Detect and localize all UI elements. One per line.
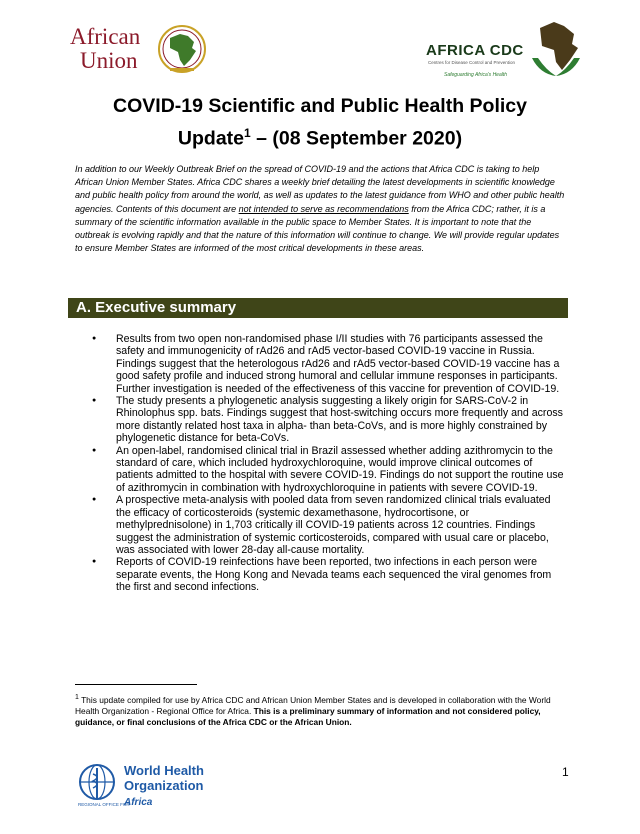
footnote-divider <box>75 684 197 685</box>
footnote-bold-text: This is a preliminary summary of information and not considered policy, guidance, or final conclusions of the Africa CDC or the African Union. <box>75 705 541 727</box>
title-line2-suffix: – (08 September 2020) <box>250 127 463 150</box>
footnote-mark: 1 <box>75 694 79 701</box>
summary-list <box>92 333 567 594</box>
title-footnote-mark: 1 <box>244 126 251 140</box>
title-line1: COVID-19 Scientific and Public Health Policy <box>113 95 527 117</box>
who-logo-region: Africa <box>124 797 153 808</box>
footnote <box>75 692 555 728</box>
cdc-logo-subtitle: Centres for Disease Control and Prevention <box>428 60 516 65</box>
intro-paragraph <box>75 163 567 255</box>
africa-continent-icon <box>526 18 586 78</box>
who-logo <box>76 760 206 818</box>
list-item: ● Results from two open non-randomised phase I/II studies with 76 participants assessed the safety and immunogenicity of rAd26 and rAd5 vector-based COVID-19 vaccine in Russia. Findings suggest that the heterologous rAd26 and rAd5 vector-based COVID-19 vaccine has a good safety profile and induced strong humoral and cellular immune responses in participants. Further investigation is needed of the effectiveness of this vaccine for prevention of COVID-19. <box>92 333 567 395</box>
section-heading: A. Executive summary <box>68 298 568 318</box>
au-logo-line2: Union <box>80 48 138 73</box>
who-logo-line1: World Health <box>124 763 204 778</box>
intro-part2: from the Africa CDC; rather, it is a summary of the scientific information available in the public space to Member States. It is important to note that the outbreak is evolving rapidly and that the nature of this information will continue to change. We will provide regular updates to ensure Member States are informed of the most critical developments in these areas. <box>75 203 560 254</box>
who-logo-region-label: REGIONAL OFFICE FOR <box>78 802 130 807</box>
list-item: ● A prospective meta-analysis with pooled data from seven randomized clinical trials evaluated the efficacy of corticosteroids (systemic dexamethasone, hydrocortisone, or methylprednisolone) in 1,703 critically ill COVID-19 patients across 12 countries. Findings suggest the administration of systemic corticosteroids, compared with usual care or placebo, was associated with lower 28-day all-cause mortality. <box>92 494 567 556</box>
page-title <box>70 93 570 153</box>
footnote-text: This update compiled for use by Africa CDC and African Union Member States and is developed in collaboration with the World Health Organization - Regional Office for Africa. <box>75 694 551 716</box>
title-line2-prefix: Update <box>177 127 245 150</box>
au-logo-line1: African <box>70 24 141 49</box>
cdc-logo-tagline: Safeguarding Africa's Health <box>444 72 508 78</box>
list-item: ● The study presents a phylogenetic analysis suggesting a likely origin for SARS-CoV-2 in Rhinolophus spp. bats. Findings suggest that host-switching occurs more frequently and across more distantly related host taxa in alpha- than beta-CoVs, and is more highly constrained by phylogenetic distance for beta-CoVs. <box>92 395 567 445</box>
africa-cdc-logo <box>426 18 596 88</box>
intro-underlined: not intended to serve as recommendations <box>238 203 409 214</box>
intro-part1: In addition to our Weekly Outbreak Brief on the spread of COVID-19 and the actions that Africa CDC is taking to help African Union Member States. Africa CDC shares a weekly brief detailing the latest developments in scientific knowledge and public health policy from around the world, as well as updates to the latest guidance from WHO and other public health agencies. Contents of this document are <box>75 164 565 214</box>
who-emblem-icon <box>76 762 118 802</box>
african-union-logo <box>70 20 205 76</box>
cdc-logo-name: AFRICA CDC <box>426 42 524 59</box>
list-item: ● Reports of COVID-19 reinfections have been reported, two infections in each person were separate events, the Hong Kong and Nevada teams each sequenced the viral genomes from the first and second infections. <box>92 556 567 593</box>
list-item: ● An open-label, randomised clinical trial in Brazil assessed whether adding azithromycin to the standard of care, which included hydroxychloroquine, would improve clinical outcomes of patients admitted to the hospital with severe COVID-19. Findings do not support the routine use of azithromycin in combination with hydroxychloroquine in patients with severe COVID-19. <box>92 445 567 495</box>
africa-map-icon <box>156 24 208 74</box>
page-number: 1 <box>562 765 569 779</box>
who-logo-line2: Organization <box>124 778 204 793</box>
